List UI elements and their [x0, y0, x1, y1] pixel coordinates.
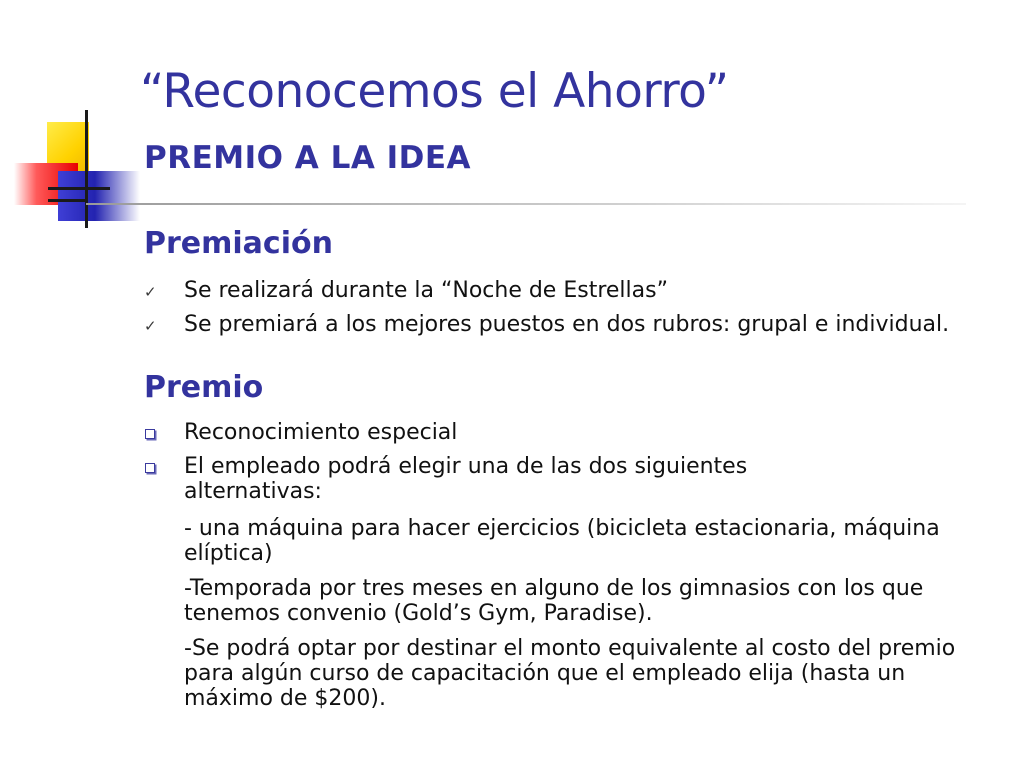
- sub-item: - una máquina para hacer ejercicios (bicicleta estacionaria, máquina elíptica): [184, 516, 940, 566]
- sub-item: -Temporada por tres meses en alguno de los gimnasios con los que tenemos convenio (Gold’s Gym, Paradise).: [184, 576, 924, 626]
- slide-title: “Reconocemos el Ahorro”: [140, 64, 729, 119]
- sub-item: -Se podrá optar por destinar el monto equivalente al costo del premio para algún curso de capacitación que el empleado elija (hasta un máximo de $200).: [184, 636, 956, 711]
- list-item: [184, 454, 884, 504]
- title-divider: [86, 203, 966, 205]
- square-bullet-icon: [145, 429, 155, 439]
- list-item: [144, 278, 984, 303]
- vertical-line-shape: [85, 110, 88, 228]
- list-item-text: El empleado podrá elegir una de las dos siguientes alternativas:: [184, 454, 748, 504]
- list-item: [144, 312, 984, 337]
- square-bullet-icon: [145, 463, 155, 473]
- list-item-text: Se premiará a los mejores puestos en dos rubros: grupal e individual.: [184, 312, 950, 337]
- list-item-text: Se realizará durante la “Noche de Estrellas”: [184, 278, 668, 303]
- checkmark-bullet-icon: ✓: [144, 317, 157, 335]
- slide-subtitle: PREMIO A LA IDEA: [144, 140, 472, 176]
- horizontal-line-shape: [48, 187, 110, 190]
- horizontal-line-shape-2: [48, 199, 88, 202]
- section-heading-premio: Premio: [144, 370, 264, 405]
- blue-square-shape: [58, 171, 140, 221]
- list-item-text: Reconocimiento especial: [184, 420, 458, 445]
- list-item: [184, 420, 984, 445]
- section-heading-premiacion: Premiación: [144, 226, 333, 261]
- checkmark-bullet-icon: ✓: [144, 283, 157, 301]
